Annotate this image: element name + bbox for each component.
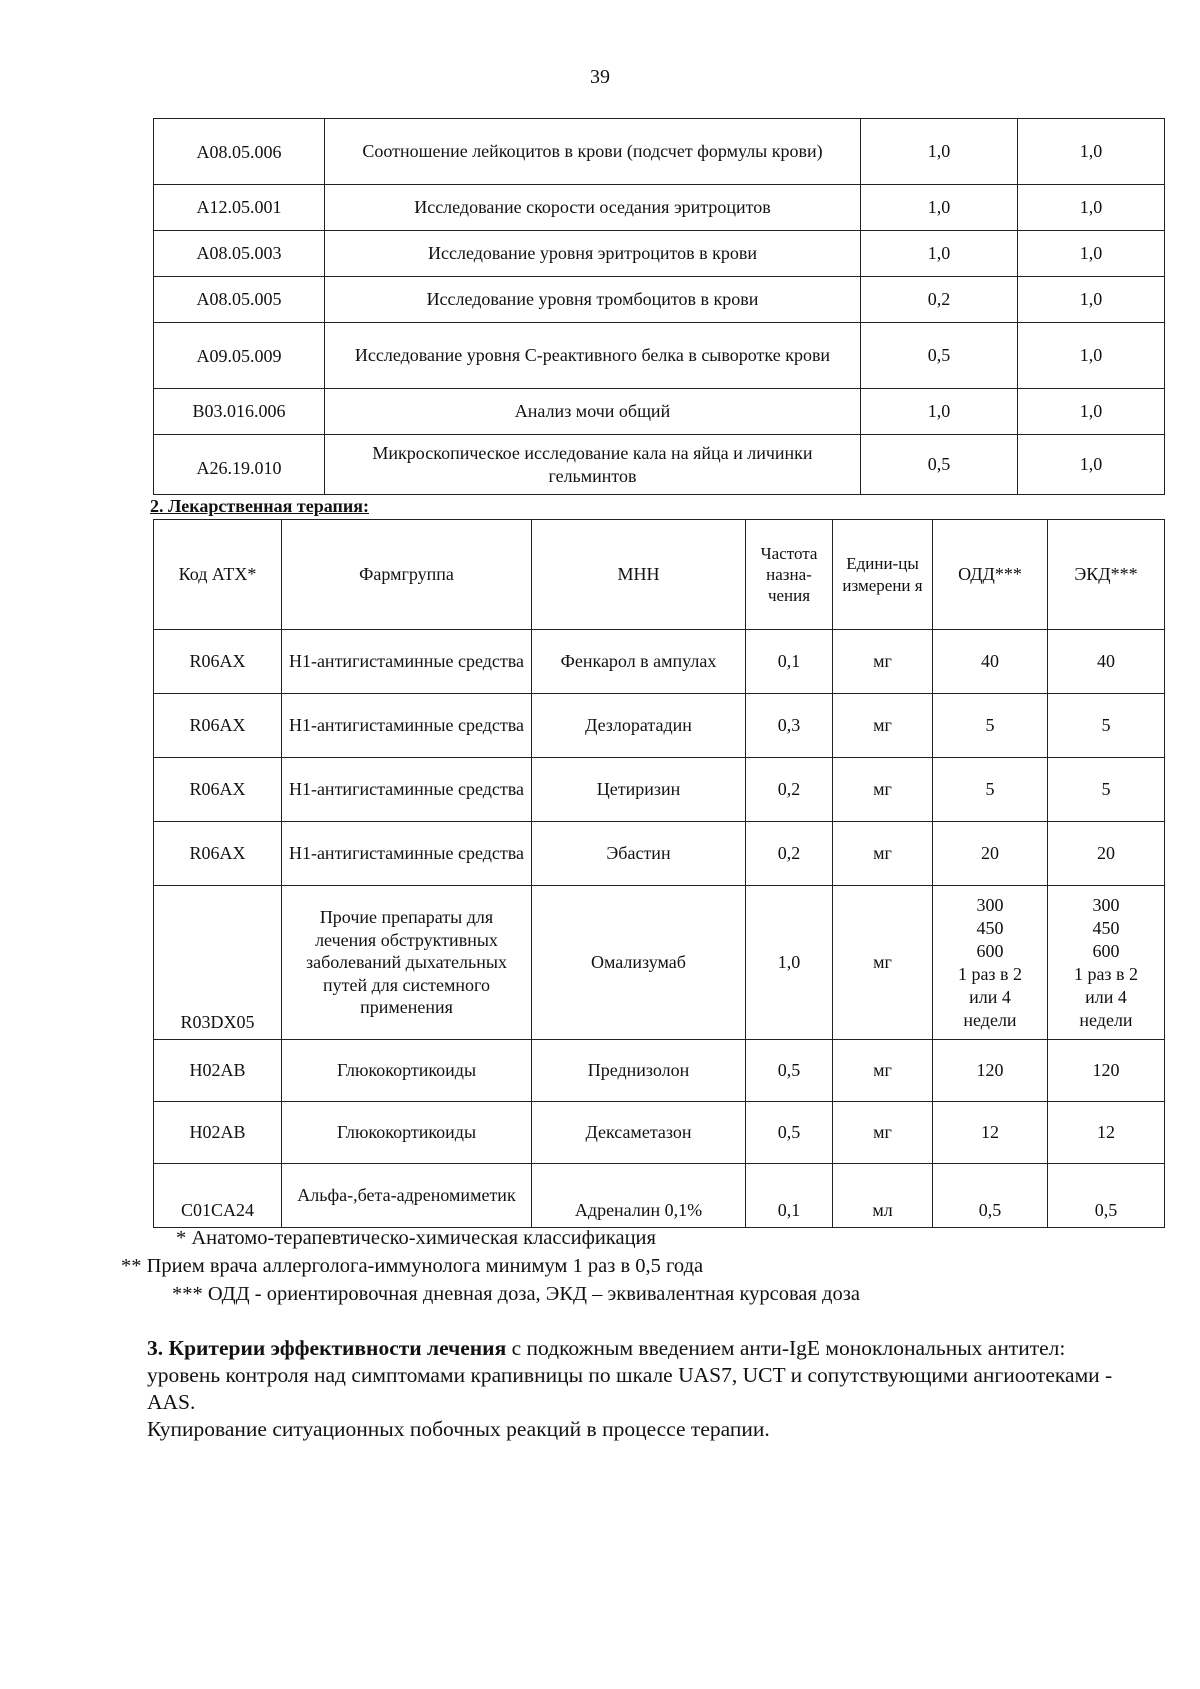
service-name: Исследование уровня С-реактивного белка в сыворотке крови (325, 323, 861, 389)
drug-unit: мг (833, 758, 933, 822)
drug-frequency: 0,2 (746, 822, 833, 886)
service-code: B03.016.006 (154, 389, 325, 435)
footnote-atc: * Анатомо-терапевтическо-химическая классификация (176, 1227, 656, 1249)
drug-ekd: 5 (1048, 694, 1165, 758)
drug-odd: 40 (933, 630, 1048, 694)
drug-table-header-row (154, 520, 1165, 630)
drug-therapy-heading: 2. Лекарственная терапия: (150, 496, 369, 516)
drug-atc-code: R06AX (154, 758, 282, 822)
drug-atc-code: R06AX (154, 694, 282, 758)
service-name: Исследование скорости оседания эритроцитов (325, 185, 861, 231)
drug-row (154, 822, 1165, 886)
header-pharm-group: Фармгруппа (282, 520, 532, 630)
service-row (154, 231, 1165, 277)
drug-ekd: 20 (1048, 822, 1165, 886)
service-name: Соотношение лейкоцитов в крови (подсчет формулы крови) (325, 119, 861, 185)
drug-pharm-group: H1-антигистаминные средства (282, 694, 532, 758)
header-ekd: ЭКД*** (1048, 520, 1165, 630)
criteria-text: с подкожным введением анти-IgE моноклональных антител: уровень контроля над симптомами крапивницы по шкале UAS7, UCT и сопутствующими ангиоотеками - AAS. (147, 1336, 1113, 1414)
service-row (154, 277, 1165, 323)
drug-row (154, 1102, 1165, 1164)
service-multiplicity: 1,0 (1018, 435, 1165, 495)
drug-ekd: 120 (1048, 1040, 1165, 1102)
drug-frequency: 0,5 (746, 1040, 833, 1102)
drug-mnn: Цетиризин (532, 758, 746, 822)
drug-mnn: Адреналин 0,1% (532, 1164, 746, 1228)
medical-services-table (153, 118, 1165, 495)
service-frequency: 1,0 (861, 231, 1018, 277)
criteria-paragraph (147, 1335, 1137, 1416)
drug-odd: 120 (933, 1040, 1048, 1102)
drug-mnn: Преднизолон (532, 1040, 746, 1102)
drug-row (154, 630, 1165, 694)
service-row (154, 323, 1165, 389)
drug-unit: мг (833, 1040, 933, 1102)
drug-mnn: Эбастин (532, 822, 746, 886)
service-name: Анализ мочи общий (325, 389, 861, 435)
drug-pharm-group: Прочие препараты для лечения обструктивных заболеваний дыхательных путей для системного применения (282, 886, 532, 1040)
service-multiplicity: 1,0 (1018, 277, 1165, 323)
drug-row (154, 886, 1165, 1040)
drug-odd: 5 (933, 758, 1048, 822)
drug-atc-code: H02AB (154, 1102, 282, 1164)
drug-unit: мг (833, 630, 933, 694)
service-frequency: 1,0 (861, 185, 1018, 231)
drug-unit: мг (833, 822, 933, 886)
drug-row (154, 1164, 1165, 1228)
service-name: Микроскопическое исследование кала на яйца и личинки гельминтов (325, 435, 861, 495)
drug-unit: мг (833, 886, 933, 1040)
service-row (154, 185, 1165, 231)
drug-pharm-group: H1-антигистаминные средства (282, 630, 532, 694)
drug-mnn: Дезлоратадин (532, 694, 746, 758)
drug-pharm-group: Глюкокортикоиды (282, 1040, 532, 1102)
page-number: 39 (590, 66, 610, 88)
drug-pharm-group: Альфа-,бета-адреномиметик (282, 1164, 532, 1228)
drug-ekd: 0,5 (1048, 1164, 1165, 1228)
service-code: A08.05.006 (154, 119, 325, 185)
service-name: Исследование уровня эритроцитов в крови (325, 231, 861, 277)
efficacy-criteria (147, 1335, 1137, 1443)
service-row (154, 435, 1165, 495)
drug-odd: 12 (933, 1102, 1048, 1164)
footnote-visit: ** Прием врача аллерголога-иммунолога минимум 1 раз в 0,5 года (121, 1255, 704, 1277)
service-frequency: 1,0 (861, 389, 1018, 435)
drug-unit: мг (833, 694, 933, 758)
service-code: A08.05.005 (154, 277, 325, 323)
drug-pharm-group: H1-антигистаминные средства (282, 758, 532, 822)
service-frequency: 0,2 (861, 277, 1018, 323)
drug-frequency: 0,2 (746, 758, 833, 822)
drug-row (154, 758, 1165, 822)
drug-odd: 5 (933, 694, 1048, 758)
drug-frequency: 0,3 (746, 694, 833, 758)
header-mnn: МНН (532, 520, 746, 630)
drug-atc-code: R03DX05 (154, 886, 282, 1040)
service-frequency: 1,0 (861, 119, 1018, 185)
header-odd: ОДД*** (933, 520, 1048, 630)
footnote-dose: *** ОДД - ориентировочная дневная доза, ЭКД – эквивалентная курсовая доза (172, 1283, 860, 1305)
drug-unit: мл (833, 1164, 933, 1228)
service-multiplicity: 1,0 (1018, 185, 1165, 231)
service-code: A26.19.010 (154, 435, 325, 495)
drug-mnn: Омализумаб (532, 886, 746, 1040)
criteria-line2: Купирование ситуационных побочных реакций в процессе терапии. (147, 1417, 770, 1441)
service-code: A09.05.009 (154, 323, 325, 389)
drug-therapy-table (153, 519, 1165, 1228)
header-frequency: Частота назна-чения (746, 520, 833, 630)
header-atc-code: Код АТХ* (154, 520, 282, 630)
drug-unit: мг (833, 1102, 933, 1164)
drug-odd: 0,5 (933, 1164, 1048, 1228)
drug-atc-code: C01CA24 (154, 1164, 282, 1228)
drug-atc-code: R06AX (154, 630, 282, 694)
drug-frequency: 0,1 (746, 630, 833, 694)
service-multiplicity: 1,0 (1018, 323, 1165, 389)
drug-pharm-group: H1-антигистаминные средства (282, 822, 532, 886)
service-row (154, 119, 1165, 185)
drug-frequency: 0,5 (746, 1102, 833, 1164)
drug-frequency: 1,0 (746, 886, 833, 1040)
service-code: A08.05.003 (154, 231, 325, 277)
service-name: Исследование уровня тромбоцитов в крови (325, 277, 861, 323)
service-multiplicity: 1,0 (1018, 119, 1165, 185)
drug-ekd: 12 (1048, 1102, 1165, 1164)
drug-mnn: Дексаметазон (532, 1102, 746, 1164)
drug-mnn: Фенкарол в ампулах (532, 630, 746, 694)
drug-pharm-group: Глюкокортикоиды (282, 1102, 532, 1164)
drug-ekd: 40 (1048, 630, 1165, 694)
service-multiplicity: 1,0 (1018, 231, 1165, 277)
drug-row (154, 1040, 1165, 1102)
service-frequency: 0,5 (861, 323, 1018, 389)
drug-row (154, 694, 1165, 758)
drug-odd: 20 (933, 822, 1048, 886)
service-code: A12.05.001 (154, 185, 325, 231)
drug-ekd: 5 (1048, 758, 1165, 822)
header-unit: Едини-цы измерени я (833, 520, 933, 630)
service-frequency: 0,5 (861, 435, 1018, 495)
drug-ekd: 300 450 600 1 раз в 2 или 4 недели (1048, 886, 1165, 1040)
drug-frequency: 0,1 (746, 1164, 833, 1228)
criteria-title: 3. Критерии эффективности лечения (147, 1336, 507, 1360)
drug-atc-code: H02AB (154, 1040, 282, 1102)
drug-atc-code: R06AX (154, 822, 282, 886)
service-multiplicity: 1,0 (1018, 389, 1165, 435)
drug-odd: 300 450 600 1 раз в 2 или 4 недели (933, 886, 1048, 1040)
service-row (154, 389, 1165, 435)
